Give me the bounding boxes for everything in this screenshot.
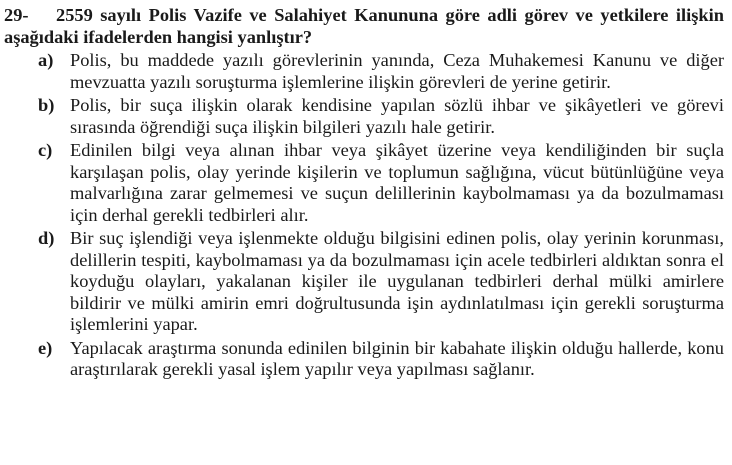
option-letter: d) (38, 228, 55, 248)
answer-options (4, 50, 724, 381)
option-text: Edinilen bilgi veya alınan ihbar veya şikâyet üzerine veya kendiliğinden bir suçla karşılaşan polis, olay yerinde kişilerin ve toplumun sağlığına, vücut bütünlüğüne veya malvarlığına zarar gelmemesi ve suçun delillerinin kaybolmaması ya da bozulmaması için derhal gerekli tedbirleri alır. (70, 140, 724, 225)
option-c[interactable] (4, 140, 724, 226)
option-a[interactable] (4, 50, 724, 93)
option-letter: c) (38, 140, 53, 160)
option-letter: e) (38, 337, 53, 358)
option-e[interactable] (4, 338, 724, 381)
option-text: Polis, bir suça ilişkin olarak kendisine yapılan sözlü ihbar ve şikâyetleri ve görevi sırasında öğrendiği suça ilişkin bilgileri yazılı hale getirir. (70, 95, 724, 137)
question-text: 2559 sayılı Polis Vazife ve Salahiyet Kanununa göre adli görev ve yetkilere ilişkin aşağıdaki ifadelerden hangisi yanlıştır? (4, 5, 724, 47)
option-d[interactable] (4, 228, 724, 336)
question-number: 29- (4, 5, 29, 25)
option-letter: a) (38, 50, 54, 70)
option-b[interactable] (4, 95, 724, 138)
option-text: Polis, bu maddede yazılı görevlerinin yanında, Ceza Muhakemesi Kanunu ve diğer mevzuatta yazılı soruşturma işlemlerine ilişkin görevleri de yerine getirir. (70, 50, 724, 92)
question-stem (4, 5, 724, 48)
option-text: Yapılacak araştırma sonunda edinilen bilginin bir kabahate ilişkin olduğu hallerde, konu araştırılarak gerekli yasal işlem yapılır veya yapılması sağlanır. (70, 337, 724, 379)
option-letter: b) (38, 95, 55, 115)
option-text: Bir suç işlendiği veya işlenmekte olduğu bilgisini edinen polis, olay yerinin korunması, delillerin tespiti, kaybolmaması ya da bozulmaması için acele tedbirleri aldıktan sonra el koyduğu olayları, yakalanan kişiler ile uygulanan tedbirleri derhal mülki amirlere bildirir ve mülki amirin emri doğrultusunda işin aydınlatılması için gerekli soruşturma işlemlerini yapar. (70, 228, 724, 334)
